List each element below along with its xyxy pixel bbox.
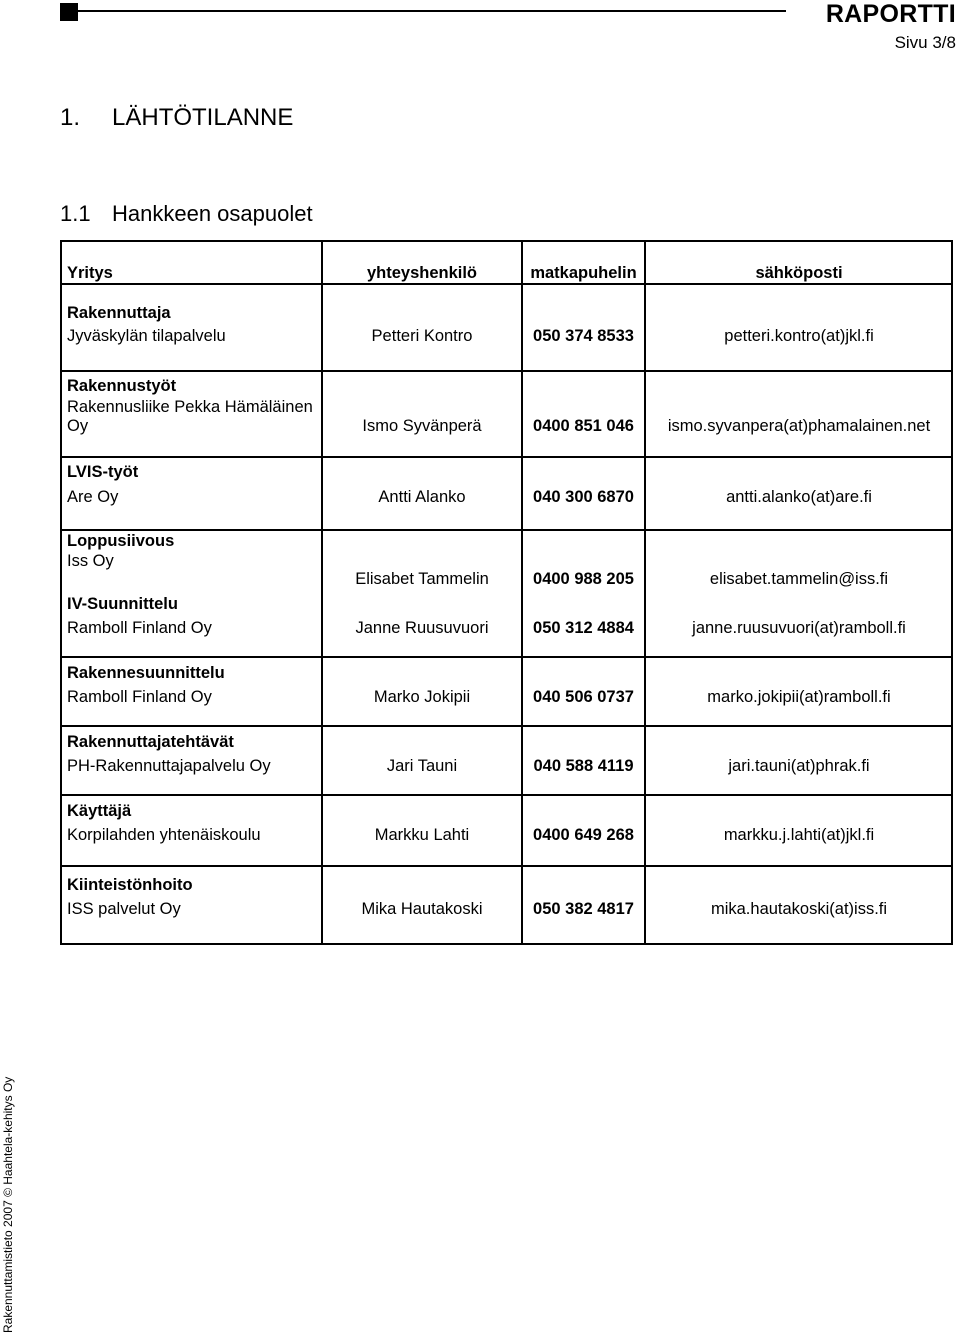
group-phone: 0400 649 268 <box>533 826 634 844</box>
group-company: Iss Oy <box>67 552 114 570</box>
group-contact: Antti Alanko <box>378 488 466 506</box>
group-email: antti.alanko(at)are.fi <box>726 488 872 506</box>
group-email: mika.hautakoski(at)iss.fi <box>710 900 888 918</box>
group-contact: Elisabet Tammelin <box>355 570 489 588</box>
group-phone: 040 588 4119 <box>533 757 634 775</box>
group-contact: Ismo Syvänperä <box>362 417 482 435</box>
group-email: jari.tauni(at)phrak.fi <box>728 757 870 775</box>
group-phone: 0400 988 205 <box>533 570 634 588</box>
group-phone: 0400 851 046 <box>533 417 634 435</box>
section-number: 1. <box>60 104 81 131</box>
group-role: Kiinteistönhoito <box>67 876 193 894</box>
group-role: Rakennesuunnittelu <box>67 664 225 682</box>
col-header-contact: yhteyshenkilö <box>366 264 478 282</box>
group-company: Rakennusliike Pekka Hämäläinen <box>67 398 313 416</box>
group-contact: Marko Jokipii <box>373 688 471 706</box>
subsection-number: 1.1 <box>60 201 91 226</box>
group-phone: 050 312 4884 <box>533 619 634 637</box>
group-contact: Markku Lahti <box>374 826 470 844</box>
section-title: LÄHTÖTILANNE <box>112 104 294 131</box>
group-role: Käyttäjä <box>67 802 132 820</box>
table-row-divider <box>60 725 953 727</box>
group-company: PH-Rakennuttajapalvelu Oy <box>67 757 271 775</box>
group-contact: Jari Tauni <box>386 757 458 775</box>
group-role: Rakennuttaja <box>67 304 171 322</box>
group-role: Loppusiivous <box>67 532 175 550</box>
report-title: RAPORTTI <box>825 0 956 28</box>
group-phone: 050 374 8533 <box>533 327 634 345</box>
group-email: ismo.syvanpera(at)phamalainen.net <box>667 417 931 435</box>
group-email: marko.jokipii(at)ramboll.fi <box>707 688 891 706</box>
group-role: Rakennustyöt <box>67 377 177 395</box>
header-rule <box>78 10 786 12</box>
table-row-divider <box>60 794 953 796</box>
group-email: markku.j.lahti(at)jkl.fi <box>723 826 875 844</box>
section-heading <box>60 104 293 132</box>
page-number: Sivu 3/8 <box>894 33 956 52</box>
group-company: Ramboll Finland Oy <box>67 688 212 706</box>
table-row-divider <box>60 529 953 531</box>
group-company: Are Oy <box>67 488 119 506</box>
table-row-divider <box>60 370 953 372</box>
group-role: IV-Suunnittelu <box>67 595 178 613</box>
col-header-phone: matkapuhelin <box>530 264 637 282</box>
table-row-divider <box>60 283 953 285</box>
group-role: LVIS-työt <box>67 463 139 481</box>
vertical-copyright-footer: Rakennuttamistieto 2007 © Haahtela-kehitys Oy <box>1 1076 15 1333</box>
header-square-mark <box>60 3 78 21</box>
group-phone: 040 506 0737 <box>533 688 634 706</box>
group-phone: 040 300 6870 <box>533 488 634 506</box>
group-contact: Mika Hautakoski <box>361 900 483 918</box>
group-company: Ramboll Finland Oy <box>67 619 212 637</box>
table-row-divider <box>60 656 953 658</box>
table-row-divider <box>60 865 953 867</box>
group-email: elisabet.tammelin@iss.fi <box>709 570 889 588</box>
group-company: Korpilahden yhtenäiskoulu <box>67 826 261 844</box>
subsection-title: Hankkeen osapuolet <box>112 201 313 226</box>
group-company: ISS palvelut Oy <box>67 900 181 918</box>
group-contact: Petteri Kontro <box>371 327 473 345</box>
subsection-heading <box>60 201 313 227</box>
group-phone: 050 382 4817 <box>533 900 634 918</box>
group-email: janne.ruusuvuori(at)ramboll.fi <box>692 619 906 637</box>
group-company-line2: Oy <box>67 417 89 435</box>
group-company: Jyväskylän tilapalvelu <box>67 327 226 345</box>
group-contact: Janne Ruusuvuori <box>355 619 489 637</box>
table-row-divider <box>60 456 953 458</box>
col-header-company: Yritys <box>67 264 113 282</box>
group-role: Rakennuttajatehtävät <box>67 733 234 751</box>
col-header-email: sähköposti <box>755 264 843 282</box>
group-email: petteri.kontro(at)jkl.fi <box>724 327 874 345</box>
